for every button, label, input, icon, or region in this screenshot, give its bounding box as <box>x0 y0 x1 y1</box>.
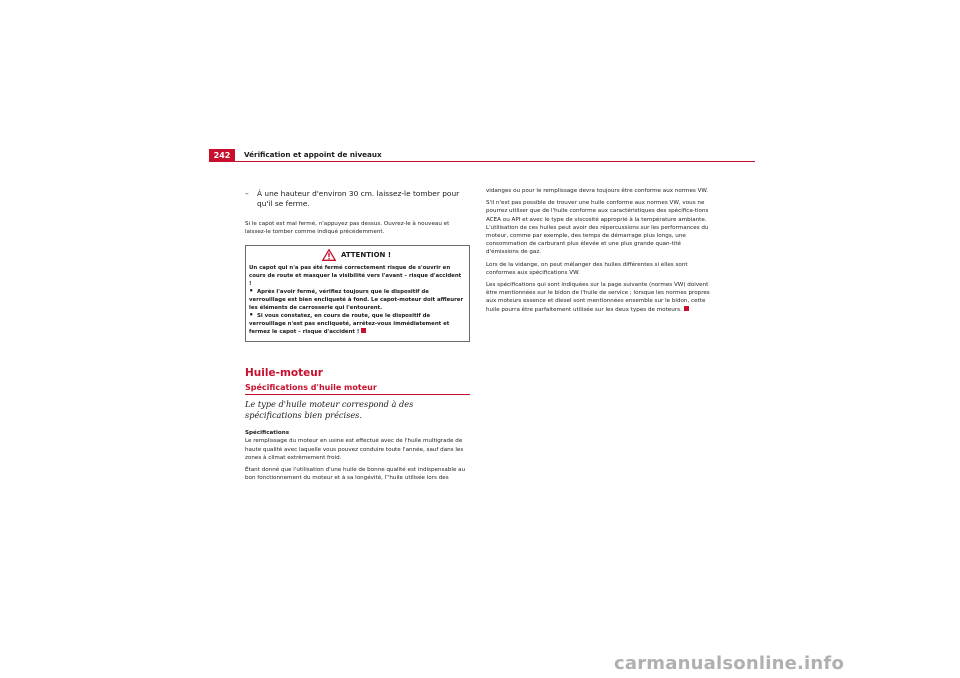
right-paragraph-4: Les spécifications qui sont indiquées sur la page suivante (normes VW) doivent être mentionnées sur le bidon de l'huile de service ; lorsque les normes propres aux moteurs essence et diesel sont mentionnées ensemble sur le bidon, cette huile pourra être parfaitement utilisée sur les deux types de moteurs. <box>486 282 710 313</box>
right-paragraph-1: vidanges ou pour le remplissage devra toujours être conforme aux normes VW. <box>486 188 709 194</box>
warning-box <box>245 245 470 342</box>
end-square-icon <box>361 328 366 333</box>
warning-text: Un capot qui n'a pas été fermé correctement risque de s'ouvrir en cours de route et masquer la visibilité vers l'avant – risque d'accident ! <box>249 265 462 288</box>
spec-paragraph-2: Étant donné que l'utilisation d'une huile de bonne qualité est indispensable au bon fonctionnement du moteur et à sa longévité, l''huile utilisée lors des <box>245 467 466 482</box>
right-paragraph-3: Lors de la vidange, on peut mélanger des huiles différentes si elles sont conformes aux spécifications VW. <box>486 261 688 276</box>
running-title: Vérification et appoint de niveaux <box>244 150 382 159</box>
watermark: carmanualsonline.info <box>614 653 845 674</box>
subsection-title: Spécifications d'huile moteur <box>245 383 470 395</box>
warning-title: ATTENTION ! <box>340 251 392 260</box>
hood-note: Si le capot est mal fermé, n'appuyez pas dessus. Ouvrez-le à nouveau et laissez-le tomber comme indiqué précédemment. <box>245 221 450 236</box>
left-column <box>245 183 470 482</box>
step-dash: – <box>245 189 249 198</box>
page-number: 242 <box>209 149 235 162</box>
section-title: Huile-moteur <box>245 367 323 380</box>
right-column <box>486 187 711 314</box>
spec-heading: Spécifications <box>245 430 290 437</box>
warning-bullet-1: • Après l'avoir fermé, vérifiez toujours que le dispositif de verrouillage est bien encliqueté à fond. Le capot-moteur doit affleurer les éléments de carrosserie qui l'entourent. <box>249 287 464 312</box>
warning-header <box>249 249 464 261</box>
warning-bullet-2: • Si vous constatez, en cours de route, que le dispositif de verrouillage n'est pas encliqueté, arrêtez-vous immédiatement et fermez le capot – risque d'accident ! <box>249 311 450 336</box>
end-square-icon <box>684 306 689 311</box>
warning-triangle-icon <box>322 249 336 261</box>
header-rule <box>209 161 755 162</box>
instruction-step <box>245 189 470 209</box>
spec-paragraph-1: Le remplissage du moteur en usine est effectué avec de l'huile multigrade de haute qualité avec laquelle vous pouvez conduire toute l'année, sauf dans les zones à climat extrêmement froid. <box>245 438 464 461</box>
intro-text: Le type d'huile moteur correspond à des spécifications bien précises. <box>245 399 414 421</box>
right-paragraph-2: S'il n'est pas possible de trouver une huile conforme aux normes VW, vous ne pourrez utiliser que de l'huile conforme aux caractéristiques des spécifica-tions ACEA ou API et avec le type de viscosité approprié à la température ambiante. L'utilisation de ces huiles peut avoir des répercussions sur les performances du moteur, comme par exemple, des temps de démarrage plus longs, une consommation de carburant plus élevée et une plus grande quan-tité d'émissions de gaz. <box>486 200 709 256</box>
step-text: À une hauteur d'environ 30 cm. laissez-le tomber pour qu'il se ferme. <box>257 189 460 208</box>
